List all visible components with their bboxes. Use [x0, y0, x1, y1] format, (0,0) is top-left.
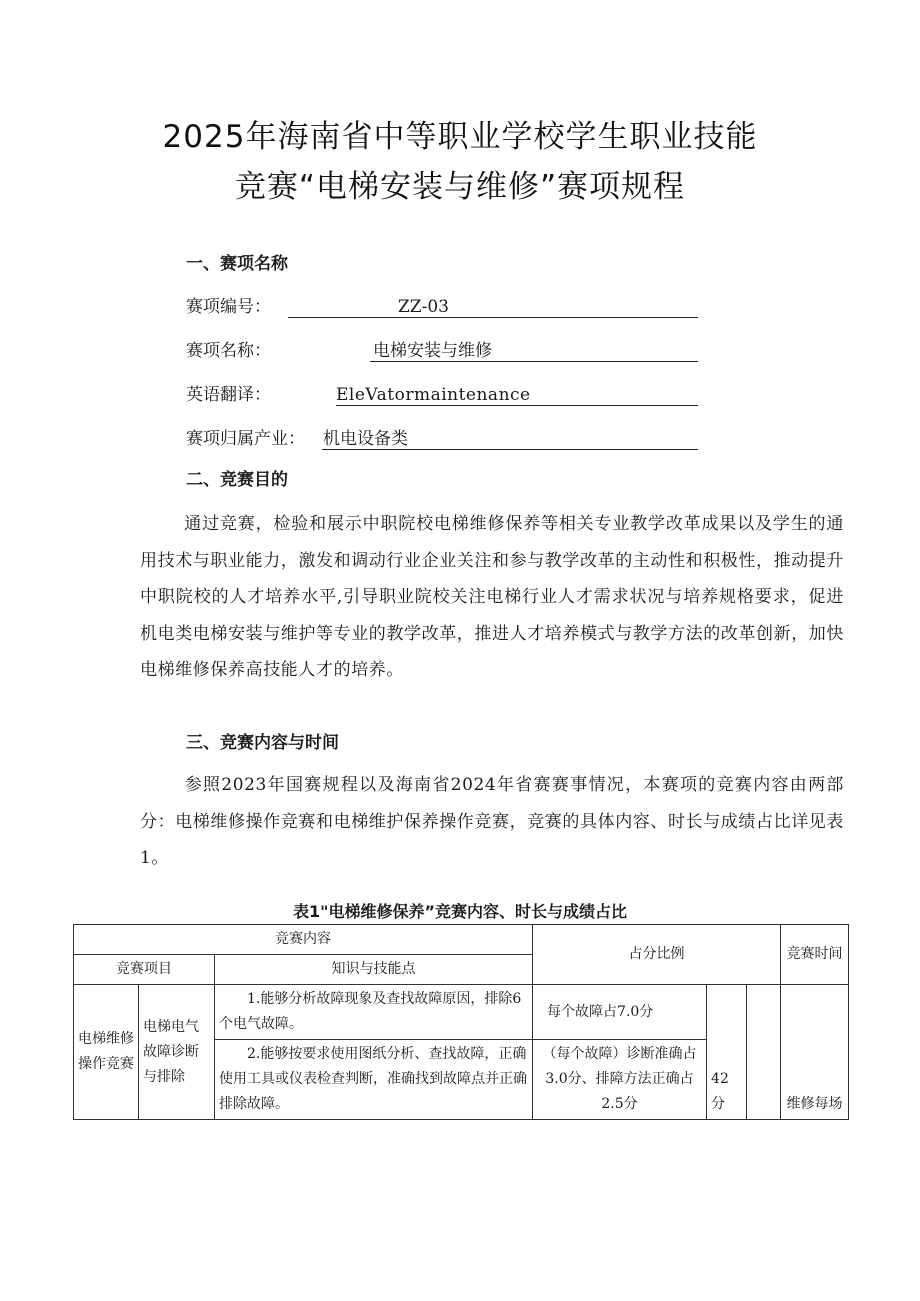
section2-paragraph — [140, 506, 844, 689]
field-code-label: 赛项编号： — [186, 297, 271, 317]
th-ratio: 占分比例 — [533, 925, 781, 985]
td-time: 维修每场 — [781, 985, 849, 1120]
td-total: 42分 — [707, 985, 747, 1120]
field-code-value: ZZ-03 — [398, 297, 449, 317]
document-title-line1: 2025年海南省中等职业学校学生职业技能 — [162, 119, 758, 155]
th-knowledge: 知识与技能点 — [215, 955, 533, 985]
section1-heading: 一、赛项名称 — [186, 254, 288, 274]
section3-paragraph — [140, 767, 844, 877]
section3-paragraph-text: 参照2023年国赛规程以及海南省2024年省赛赛事情况，本赛项的竞赛内容由两部分：电梯维修操作竞赛和电梯维护保养操作竞赛，竞赛的具体内容、时长与成绩占比详见表1。 — [140, 775, 844, 868]
field-english-label: 英语翻译： — [186, 385, 271, 405]
table-caption: 表1"电梯维修保养”竞赛内容、时长与成绩占比 — [293, 902, 627, 921]
td-ratio-2: （每个故障）诊断准确占3.0分、排障方法正确占2.5分 — [533, 1040, 707, 1120]
td-skill-1: 1.能够分析故障现象及查找故障原因，排除6个电气故障。 — [215, 985, 533, 1040]
field-english-value: EleVatormaintenance — [336, 385, 531, 405]
td-project: 电梯电气故障诊断与排除 — [139, 985, 215, 1120]
th-content: 竞赛内容 — [74, 925, 533, 955]
section2-paragraph-text: 通过竞赛，检验和展示中职院校电梯维修保养等相关专业教学改革成果以及学生的通用技术与职业能力，激发和调动行业企业关注和参与教学改革的主动性和积极性，推动提升中职院校的人才培养水平,引导职业院校关注电梯行业人才需求状况与培养规格要求，促进机电类电梯安装与维护等专业的教学改革，推进人才培养模式与教学方法的改革创新，加快电梯维修保养高技能人才的培养。 — [140, 514, 844, 680]
field-name-value: 电梯安装与维修 — [373, 341, 492, 361]
section2-heading: 二、竞赛目的 — [186, 470, 288, 490]
field-industry-value: 机电设备类 — [323, 429, 408, 449]
field-industry-label: 赛项归属产业： — [186, 429, 305, 449]
field-name-label: 赛项名称： — [186, 341, 271, 361]
td-competition: 电梯维修操作竞赛 — [74, 985, 139, 1120]
td-empty — [747, 985, 781, 1120]
td-skill-2: 2.能够按要求使用图纸分析、查找故障，正确使用工具或仪表检查判断，准确找到故障点并正确排除故障。 — [215, 1040, 533, 1120]
section3-heading: 三、竞赛内容与时间 — [186, 733, 339, 753]
th-time: 竞赛时间 — [781, 925, 849, 985]
document-title-line2: 竞赛“电梯安装与维修”赛项规程 — [234, 169, 686, 205]
field-code-underline — [288, 295, 698, 318]
td-ratio-1: 每个故障占7.0分 — [533, 985, 707, 1040]
th-item: 竞赛项目 — [74, 955, 215, 985]
competition-table — [73, 924, 849, 1120]
